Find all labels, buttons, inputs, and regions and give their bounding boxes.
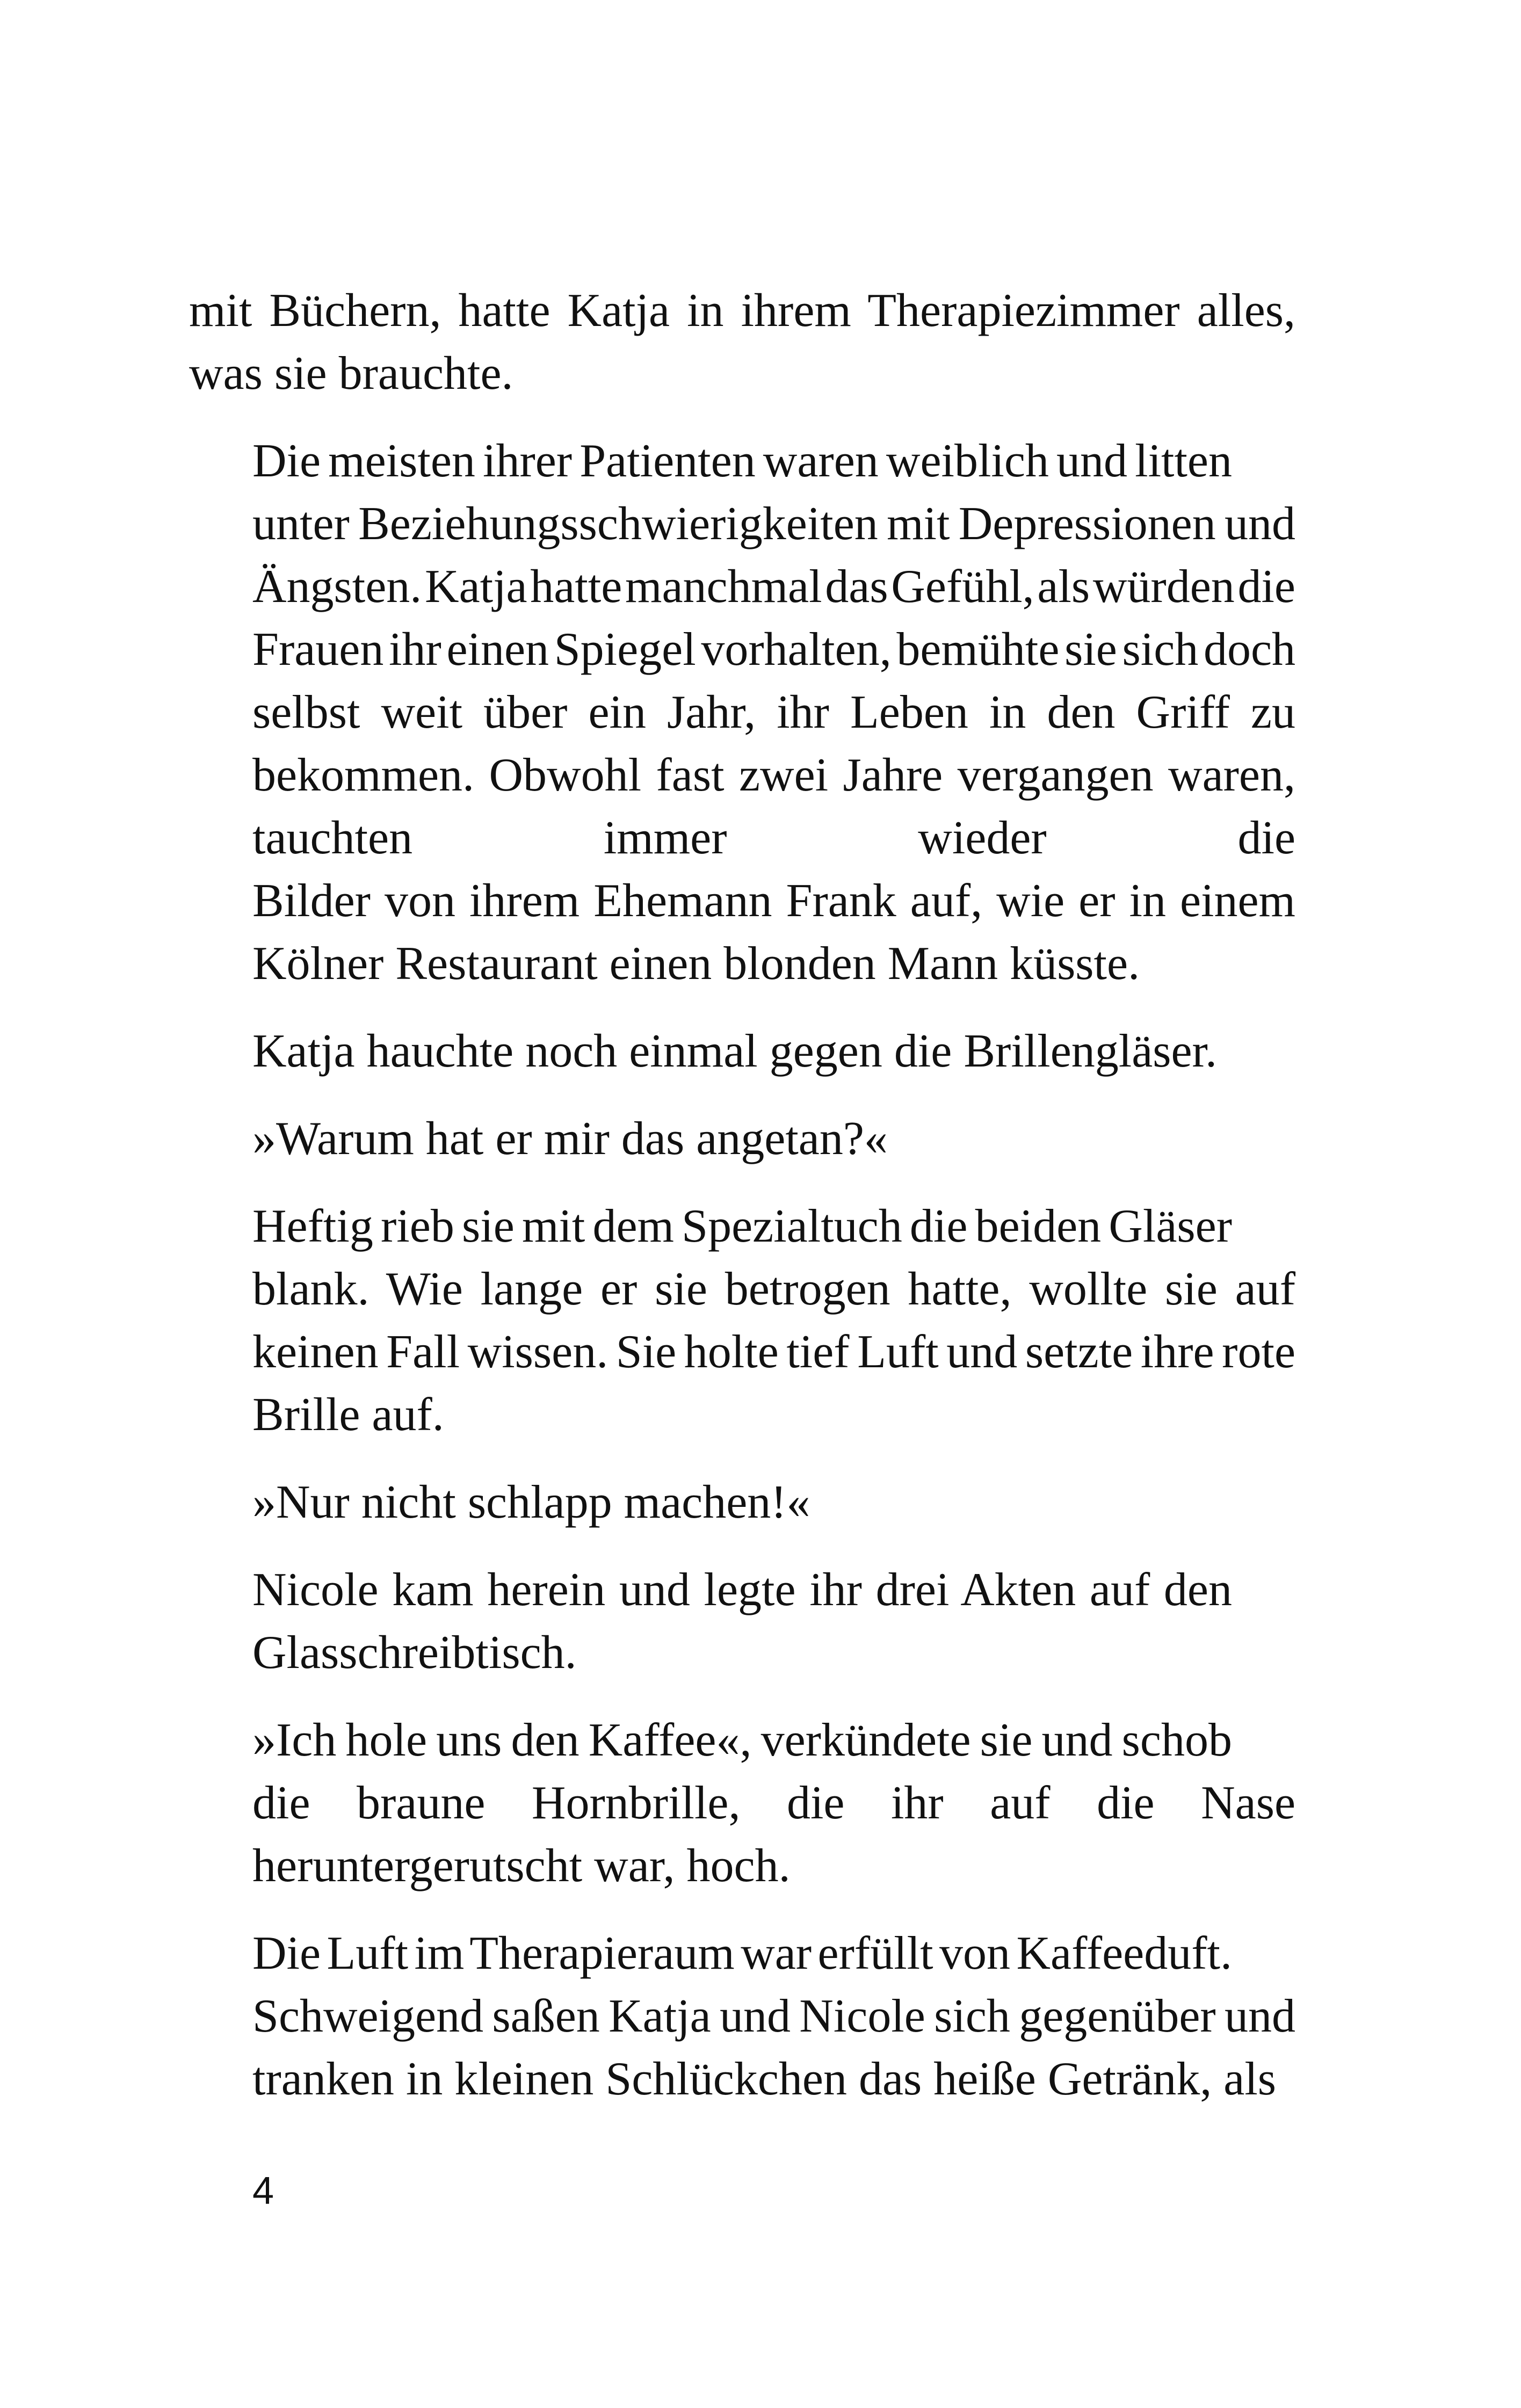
paragraph — [189, 1558, 1295, 1684]
text-line: Frauen ihr einen Spiegel vorhalten, bemühte sie sich doch — [252, 623, 1295, 676]
text-line: Nicole kam herein und legte ihr drei Akten auf den — [252, 1564, 1232, 1616]
text-line: keinen Fall wissen. Sie holte tief Luft und setzte ihre rote — [252, 1326, 1295, 1378]
paragraph — [189, 1020, 1295, 1083]
text-line: Die Luft im Therapieraum war erfüllt von Kaffeeduft. — [252, 1927, 1232, 1979]
text-line: »Nur nicht schlapp machen!« — [252, 1476, 810, 1528]
text-line: Brille auf. — [252, 1389, 444, 1441]
text-line: was sie brauchte. — [189, 347, 513, 400]
body-text — [189, 279, 1295, 2135]
text-line: selbst weit über ein Jahr, ihr Leben in den Griff zu — [252, 686, 1295, 738]
text-line: bekommen. Obwohl fast zwei Jahre vergangen waren, — [252, 749, 1295, 801]
text-line: »Warum hat er mir das angetan?« — [252, 1113, 888, 1165]
paragraph — [189, 1195, 1295, 1446]
text-line: Kölner Restaurant einen blonden Mann küsste. — [252, 938, 1140, 990]
text-line: heruntergerutscht war, hoch. — [252, 1840, 791, 1892]
text-line: Ängsten. Katja hatte manchmal das Gefühl, als würden die — [252, 561, 1295, 613]
text-line: Heftig rieb sie mit dem Spezialtuch die beiden Gläser — [252, 1200, 1232, 1252]
text-line: tauchten immer wieder die — [252, 812, 1295, 864]
text-line: Die meisten ihrer Patienten waren weiblich und litten — [252, 435, 1232, 487]
text-line: Bilder von ihrem Ehemann Frank auf, wie er in einem — [252, 875, 1295, 927]
paragraph — [189, 1709, 1295, 1897]
paragraph — [189, 1107, 1295, 1170]
text-line: Glasschreibtisch. — [252, 1627, 577, 1679]
page-number: 4 — [252, 2170, 274, 2213]
text-line: »Ich hole uns den Kaffee«, verkündete sie und schob — [252, 1714, 1232, 1766]
text-line: Katja hauchte noch einmal gegen die Brillengläser. — [252, 1025, 1218, 1077]
text-line: tranken in kleinen Schlückchen das heiße Getränk, als — [252, 2053, 1277, 2105]
paragraph — [189, 430, 1295, 995]
text-line: Schweigend saßen Katja und Nicole sich gegenüber und — [252, 1990, 1295, 2042]
paragraph — [189, 1471, 1295, 1534]
paragraph — [189, 1922, 1295, 2110]
text-line: unter Beziehungsschwierigkeiten mit Depressionen und — [252, 498, 1295, 550]
text-line: die braune Hornbrille, die ihr auf die Nase — [252, 1777, 1295, 1829]
text-line: mit Büchern, hatte Katja in ihrem Therapiezimmer alles, — [189, 285, 1295, 337]
paragraph — [189, 279, 1295, 405]
text-line: blank. Wie lange er sie betrogen hatte, wollte sie auf — [252, 1263, 1295, 1315]
